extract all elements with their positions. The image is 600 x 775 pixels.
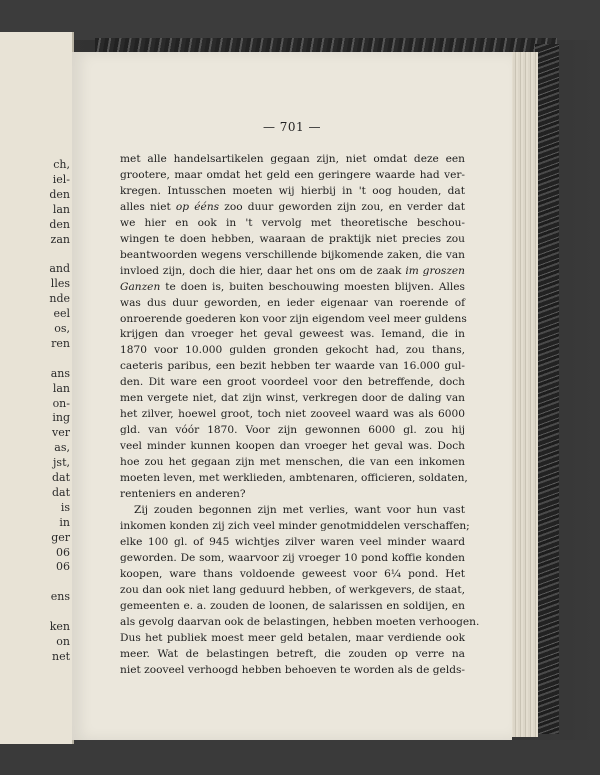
left-fragment-line: 06 <box>56 545 70 559</box>
left-fragment-line: den <box>49 217 70 231</box>
text-line: kregen. Intusschen moeten wij hierbij in 't oog houden, dat <box>120 184 465 197</box>
text-line <box>120 264 465 280</box>
text-line: grootere, maar omdat het geld een geringere waarde had ver- <box>120 168 465 181</box>
book-cover-top-edge <box>95 38 557 52</box>
text-line: den. Dit ware een groot voordeel voor den betreffende, doch <box>120 376 465 389</box>
book-cover-right-edge <box>535 44 559 734</box>
left-fragment-line: ger <box>51 530 70 544</box>
left-fragment-line: jst, <box>53 456 70 470</box>
text-line: beantwoorden wegens verschillende bijkomende zaken, die van <box>120 248 465 261</box>
text-line: moeten leven, met werklieden, ambtenaren, officieren, soldaten, <box>120 472 468 485</box>
left-fragment-line: and <box>49 262 70 276</box>
left-fragment-line: ens <box>50 590 70 604</box>
left-fragment-line: ren <box>51 336 70 350</box>
left-fragment-line <box>49 247 70 262</box>
text-line: gemeenten e. a. zouden de loonen, de salarissen en soldijen, en <box>120 599 465 612</box>
text-line: was dus duur geworden, en ieder eigenaar van roerende of <box>120 296 465 309</box>
left-fragment-line: lan <box>52 381 70 395</box>
text-line: we hier en ook in 't vervolg met theoretische beschou- <box>120 216 465 229</box>
left-fragment-line: net <box>51 649 70 663</box>
left-fragment-line: nde <box>49 292 70 306</box>
left-fragment-line: eel <box>53 307 70 321</box>
italic-phrase: im groszen <box>405 264 466 277</box>
left-fragment-line: ver <box>52 426 70 440</box>
text-line: renteniers en anderen? <box>120 488 246 501</box>
text-run: invloed zijn, doch die hier, daar het ons om de zaak <box>120 264 406 277</box>
text-line: als gevolg daarvan ook de belastingen, hebben moeten verhoogen. <box>120 615 480 628</box>
text-line: men vergete niet, dat zijn winst, verkregen door de daling van <box>120 392 465 405</box>
left-fragment-line: os, <box>54 321 70 335</box>
left-fragment-line: zan <box>50 232 70 246</box>
left-fragment-line: as, <box>54 441 70 455</box>
left-fragment-line <box>49 352 70 367</box>
text-line: Zij zouden begonnen zijn met verlies, want voor hun vast <box>134 503 465 516</box>
text-line: 1870 voor 10.000 gulden gronden gekocht had, zou thans, <box>120 344 465 357</box>
left-fragment-line <box>49 575 70 590</box>
left-fragment-line: ing <box>52 411 70 425</box>
text-line: inkomen konden zij zich veel minder genotmiddelen verschaffen; <box>120 519 470 532</box>
left-page-text-fragments <box>49 158 70 665</box>
text-run: te doen is, buiten beschouwing moesten blijven. Alles <box>160 280 465 293</box>
text-line: Dus het publiek moest meer geld betalen, maar verdiende ook <box>120 631 465 644</box>
text-line: zou dan ook niet lang geduurd hebben, of werkgevers, de staat, <box>120 583 465 596</box>
text-line: niet zooveel verhoogd hebben behoeven te worden als de gelds- <box>120 663 465 676</box>
left-fragment-line: dat <box>51 485 70 499</box>
text-line: hoe zou het gegaan zijn met menschen, die van een inkomen <box>120 456 465 469</box>
italic-phrase: Ganzen <box>120 280 161 293</box>
text-line: geworden. De som, waarvoor zij vroeger 10 pond koffie konden <box>120 551 465 564</box>
left-fragment-line: on- <box>52 396 70 410</box>
scanner-bottom-band <box>0 740 600 775</box>
text-line: onroerende goederen kon voor zijn eigendom veel meer guldens <box>120 312 467 325</box>
left-fragment-line: lan <box>52 202 70 216</box>
left-fragment-line: lles <box>50 277 70 291</box>
text-line: wingen te doen hebben, waaraan de praktijk niet precies zou <box>120 232 465 245</box>
left-fragment-line: in <box>59 515 70 529</box>
left-fragment-line: den <box>49 187 70 201</box>
page-stack-edges <box>508 52 538 737</box>
body-text <box>120 152 480 678</box>
left-fragment-line: iel- <box>52 172 70 186</box>
left-page <box>0 32 74 744</box>
text-line: gld. van vóór 1870. Voor zijn gewonnen 6000 gl. zou hij <box>120 424 465 437</box>
left-fragment-line <box>49 605 70 620</box>
text-line: met alle handelsartikelen gegaan zijn, niet omdat deze een <box>120 153 465 165</box>
text-line: caeteris paribus, een bezit hebben ter waarde van 16.000 gul- <box>120 360 465 373</box>
page-number: — 701 — <box>262 120 322 134</box>
text-line: veel minder kunnen koopen dan vroeger het geval was. Doch <box>120 440 465 453</box>
scanner-top-band <box>0 0 600 40</box>
left-fragment-line: is <box>60 500 70 514</box>
left-fragment-line: ans <box>50 366 70 380</box>
text-line: het zilver, hoewel groot, toch niet zooveel waard was als 6000 <box>120 408 465 421</box>
text-line: elke 100 gl. of 945 wichtjes zilver waren veel minder waard <box>120 535 465 548</box>
italic-phrase: op ééns <box>175 200 220 213</box>
left-fragment-line: on <box>56 635 70 648</box>
text-run: zoo duur geworden zijn zou, en verder dat <box>219 200 465 213</box>
text-line <box>120 280 465 296</box>
text-line: koopen, ware thans voldoende geweest voor 6¼ pond. Het <box>120 567 465 580</box>
left-fragment-line: ch, <box>53 158 70 171</box>
text-line: krijgen dan vroeger het geval geweest was. Iemand, die in <box>120 328 465 341</box>
left-fragment-line: 06 <box>56 560 70 574</box>
left-fragment-line: dat <box>51 471 70 485</box>
left-fragment-line: ken <box>49 620 70 634</box>
text-line: meer. Wat de belastingen betreft, die zouden op verre na <box>120 647 465 660</box>
right-page <box>72 52 512 740</box>
text-line <box>120 200 465 216</box>
text-run: alles niet <box>120 200 176 213</box>
